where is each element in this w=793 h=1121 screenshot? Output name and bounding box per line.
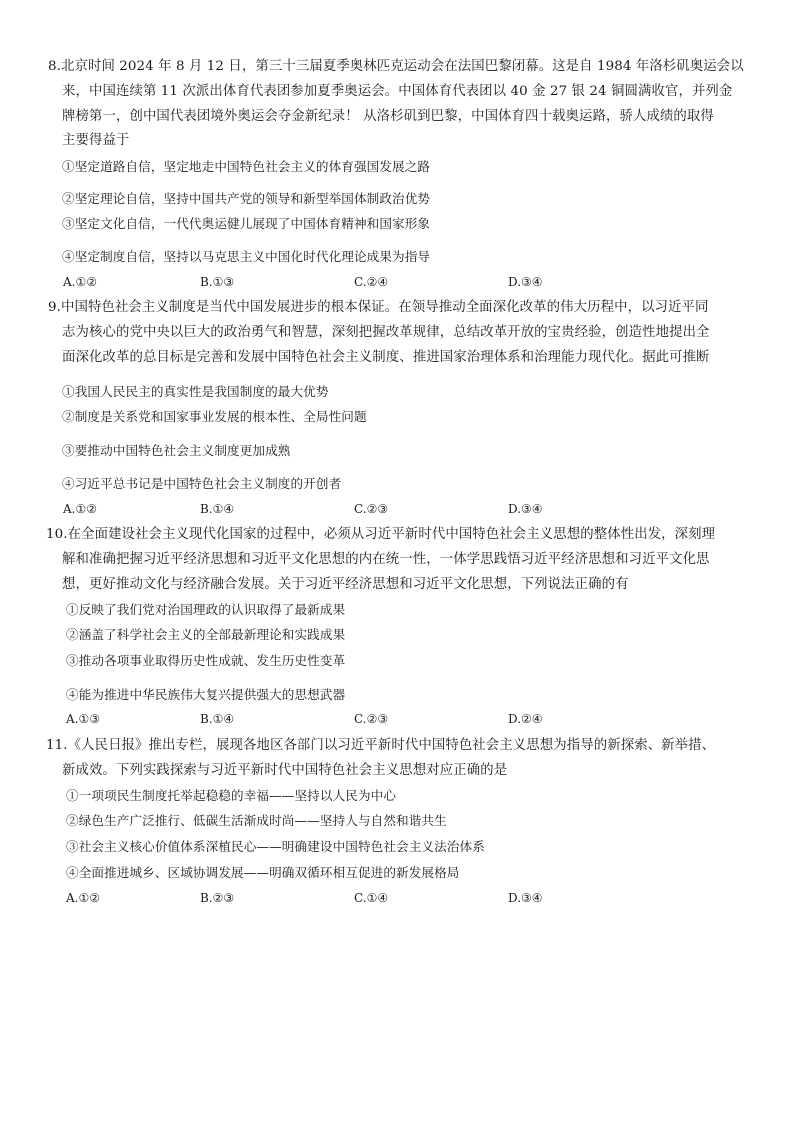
- question-10-choice-b[interactable]: B.①④: [200, 712, 235, 726]
- question-8-choice-d[interactable]: D.③④: [508, 275, 543, 289]
- question-10-statement-4: ④能为推进中华民族伟大复兴提供强大的思想武器: [66, 687, 346, 702]
- question-9-statement-2: ②制度是关系党和国家事业发展的根本性、全局性问题: [62, 409, 367, 424]
- question-11-choice-d[interactable]: D.③④: [508, 891, 543, 905]
- question-9-statement-1: ①我国人民民主的真实性是我国制度的最大优势: [62, 384, 329, 399]
- question-8-stem-line-4: 主要得益于: [62, 133, 130, 148]
- question-11-statement-3: ③社会主义核心价值体系深植民心——明确建设中国特色社会主义法治体系: [66, 839, 485, 854]
- question-8-choice-b[interactable]: B.①③: [200, 275, 235, 289]
- question-11-statement-2: ②绿色生产广泛推行、低碳生活渐成时尚——坚持人与自然和谐共生: [66, 813, 447, 828]
- question-9-choice-d[interactable]: D.③④: [508, 502, 543, 516]
- question-11-choice-c[interactable]: C.①④: [354, 891, 389, 905]
- question-10-stem-line-1: 10.在全面建设社会主义现代化国家的过程中，必须从习近平新时代中国特色社会主义思想的整体性出发，深刻理: [46, 527, 716, 542]
- question-8-statement-2: ②坚定理论自信，坚持中国共产党的领导和新型举国体制政治优势: [62, 191, 431, 206]
- question-8-statement-1: ①坚定道路自信，坚定地走中国特色社会主义的体育强国发展之路: [62, 159, 431, 174]
- question-11-statement-1: ①一项项民生制度托举起稳稳的幸福——坚持以人民为中心: [66, 788, 397, 803]
- question-9-stem-line-1: 9.中国特色社会主义制度是当代中国发展进步的根本保证。在领导推动全面深化改革的伟大历程中，以习近平同: [48, 300, 709, 315]
- question-10-statement-3: ③推动各项事业取得历史性成就、发生历史性变革: [66, 653, 346, 668]
- question-9-choice-b[interactable]: B.①④: [200, 502, 235, 516]
- question-8-choice-a[interactable]: A.①②: [63, 275, 97, 289]
- question-8-choice-c[interactable]: C.②④: [354, 275, 389, 289]
- question-10-stem-line-3: 想，更好推动文化与经济融合发展。关于习近平经济思想和习近平文化思想，下列说法正确的有: [62, 577, 629, 592]
- question-11-stem-line-1: 11.《人民日报》推出专栏，展现各地区各部门以习近平新时代中国特色社会主义思想为指导的新探索、新举措、: [46, 738, 716, 753]
- question-9-stem-line-2: 志为核心的党中央以巨大的政治勇气和智慧，深刻把握改革规律，总结改革开放的宝贵经验，创造性地提出全: [62, 325, 710, 340]
- question-10-choice-c[interactable]: C.②③: [354, 712, 389, 726]
- question-8-statement-4: ④坚定制度自信，坚持以马克思主义中国化时代化理论成果为指导: [62, 249, 431, 264]
- question-10-choice-d[interactable]: D.②④: [508, 712, 543, 726]
- question-9-stem-line-3: 面深化改革的总目标是完善和发展中国特色社会主义制度、推进国家治理体系和治理能力现代化。据此可推断: [62, 350, 710, 365]
- question-10-stem-line-2: 解和准确把握习近平经济思想和习近平文化思想的内在统一性，一体学思践悟习近平经济思想和习近平文化思: [62, 552, 710, 567]
- question-8-stem-line-2: 来，中国连续第 11 次派出体育代表团参加夏季奥运会。中国体育代表团以 40 金 27 银 24 铜圆满收官，并列金: [62, 84, 733, 99]
- question-10-statement-2: ②涵盖了科学社会主义的全部最新理论和实践成果: [66, 627, 346, 642]
- question-8-stem-line-3: 牌榜第一，创中国代表团境外奥运会夺金新纪录！ 从洛杉矶到巴黎，中国体育四十载奥运路，骄人成绩的取得: [62, 109, 714, 124]
- question-11-choice-a[interactable]: A.①②: [66, 891, 100, 905]
- question-10-choice-a[interactable]: A.①③: [66, 712, 100, 726]
- question-9-choice-a[interactable]: A.①②: [63, 502, 97, 516]
- question-8-statement-3: ③坚定文化自信，一代代奥运健儿展现了中国体育精神和国家形象: [62, 216, 431, 231]
- question-8-stem-line-1: 8.北京时间 2024 年 8 月 12 日，第三十三届夏季奥林匹克运动会在法国巴黎闭幕。这是自 1984 年洛杉矶奥运会以: [48, 59, 744, 74]
- question-10-statement-1: ①反映了我们党对治国理政的认识取得了最新成果: [66, 602, 346, 617]
- question-9-statement-3: ③要推动中国特色社会主义制度更加成熟: [62, 443, 291, 458]
- question-9-statement-4: ④习近平总书记是中国特色社会主义制度的开创者: [62, 476, 342, 491]
- question-9-choice-c[interactable]: C.②③: [354, 502, 389, 516]
- question-11-statement-4: ④全面推进城乡、区域协调发展——明确双循环相互促进的新发展格局: [66, 865, 460, 880]
- question-11-choice-b[interactable]: B.②③: [200, 891, 235, 905]
- question-11-stem-line-2: 新成效。下列实践探索与习近平新时代中国特色社会主义思想对应正确的是: [62, 763, 508, 778]
